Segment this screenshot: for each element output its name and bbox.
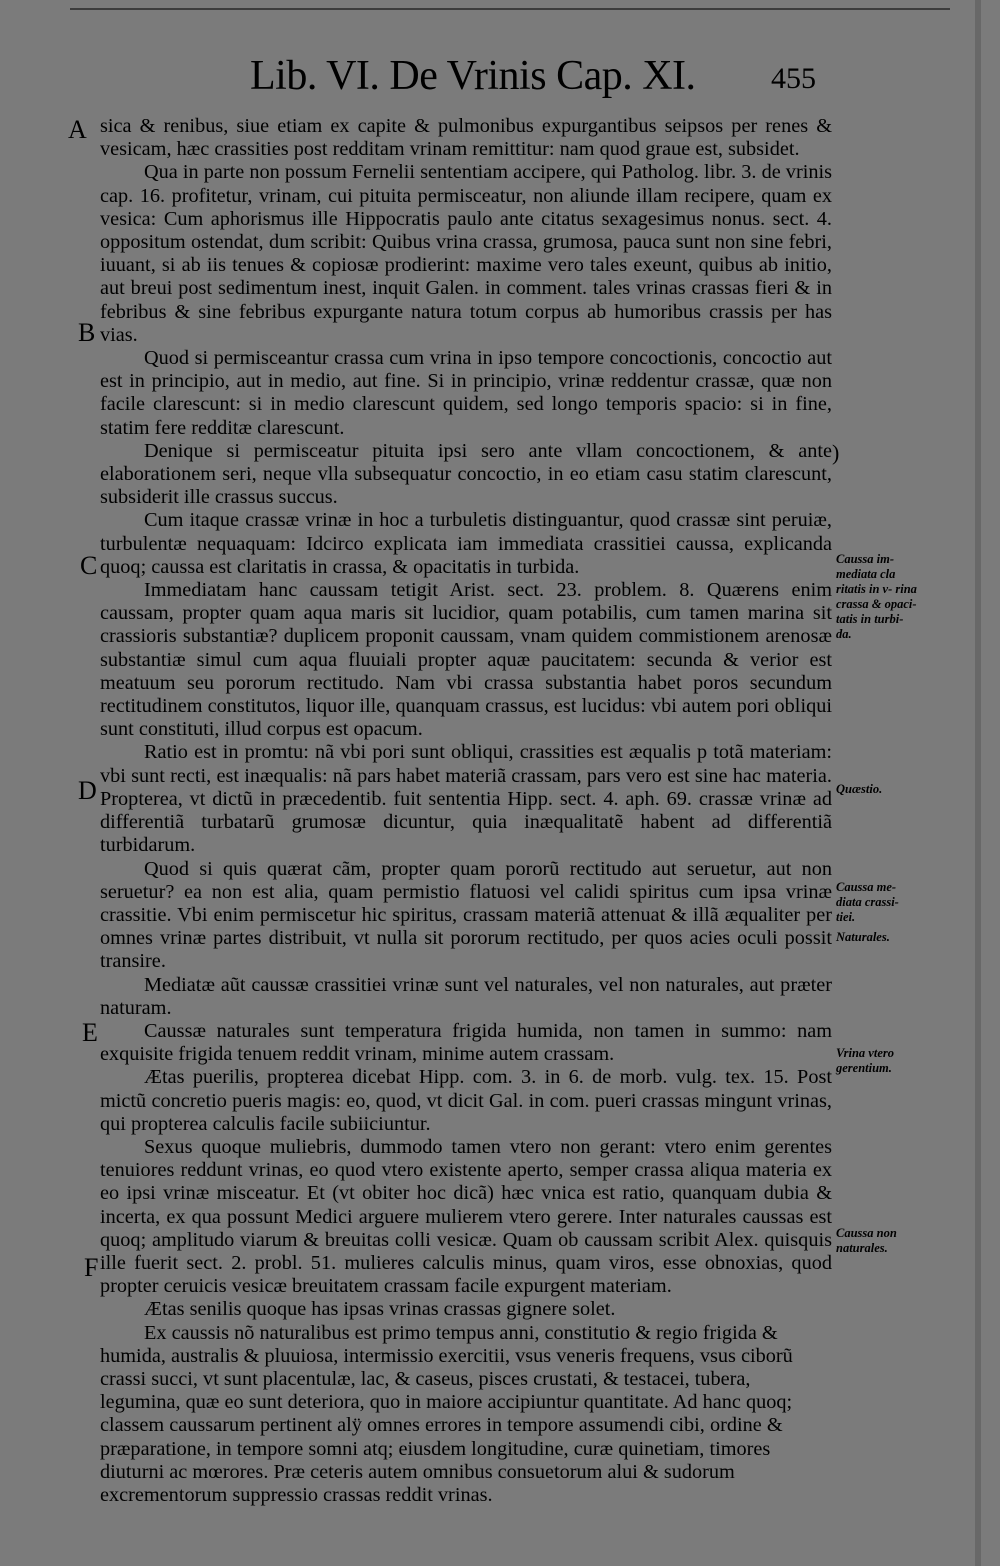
paragraph: Qua in parte non possum Fernelii sententiam accipere, qui Patholog. libr. 3. de vrinis cap. 16. profitetur, vrinam, cui pituita permisceatur, non aliunde illam recipere, quam ex vesica: Cum aphorismus ille Hippocratis paulo ante citatus sexagesimus nonus. sect. 4. oppositum ostendat, dum scribit: Quibus vrina crassa, grumosa, pauca sunt non sine febri, iuuant, si ab iis tenues & copiosæ prodierint: maxime vero tales exeunt, quibus ab initio, aut breui post sedimentum inest, inquit Galen. in comment. tales vrinas crassas fieri & in febribus & sine febribus expurgante natura totum corpus ab humoribus crassis per has vias. (100, 161, 832, 346)
paragraph: Sexus quoque muliebris, dummodo tamen vtero non gerant: vtero enim gerentes tenuiores reddunt vrinas, eo quod vtero existente aperto, semper crassa aliqua materia ex eo ipsi vrinæ misceatur. Et (vt obiter hoc dicã) hæc vnica est ratio, quanquam dubia & incerta, ex qua possunt Medici arguere mulierem vtero gerere. Inter naturales caussas est quoq; amplitudo viarum & breuitas colli vesicæ. Quam ob caussam scribit Alex. quisquis ille fuerit sect. 2. probl. 51. mulieres calculis minus, quam viros, esse obnoxias, quod propter ceruicis vesicæ breuitatem crassam facile expurgent materiam. (100, 1135, 832, 1298)
margin-letter-e: E (82, 1018, 98, 1047)
top-edge-rule (70, 8, 950, 16)
page-number: 455 (771, 62, 816, 95)
paragraph: Quod si quis quærat cãm, propter quam pororũ rectitudo aut seruetur, aut non seruetur? ea non est alia, quam permistio flatuosi vel calidi spiritus cum ipsa vrinæ crassitie. Vbi enim permiscetur hic spiritus, crassam materiã attenuat & illã æqualiter per omnes vrinæ partes distribuit, vt nulla sit pororum rectitudo, per quos acies oculi possit transire. (100, 857, 832, 973)
margin-letter-a: A (68, 115, 87, 144)
paragraph: Quod si permisceantur crassa cum vrina in ipso tempore concoctionis, concoctio aut est in principio, aut in medio, aut fine. Si in principio, vrinæ reddentur crassæ, quæ non facile clarescunt: si in medio clarescunt quidem, sed longo temporis spacio: si in fine, statim fere redditæ clarescunt. (100, 347, 832, 439)
running-header: Lib. VI. De Vrinis Cap. XI. (250, 53, 696, 99)
margin-note-question: Quæstio. (836, 782, 883, 796)
paragraph: Ætas puerilis, propterea dicebat Hipp. com. 3. in 6. de morb. vulg. tex. 15. Post mictũ concretio pueris magis: eo, quod, vt dicit Gal. in com. pueri crassas mingunt vrinas, qui propterea calculis facile subiiciuntur. (100, 1066, 832, 1135)
margin-note-naturales: Naturales. (836, 930, 890, 944)
paragraph: Caussæ naturales sunt temperatura frigida humida, non tamen in summo: nam exquisite frigida tenuem reddit vrinam, minime autem crassam. (100, 1019, 832, 1066)
margin-note-pregnant-urine: Vrina vtero gerentium. (836, 1046, 894, 1075)
margin-letter-b: B (78, 318, 96, 347)
margin-letter-f: F (84, 1253, 99, 1282)
margin-letter-d: D (78, 776, 97, 805)
paragraph: Ex caussis nõ naturalibus est primo tempus anni, constitutio & regio frigida & humida, australis & pluuiosa, intermissio exercitii, vsus veneris frequens, vsus ciborũ crassi succi, vt sunt placentulæ, lac, & caseus, pisces crustati, & testacei, tubera, legumina, quæ eo sunt deteriora, quo in maiore accipiuntur quantitate. Ad hanc quoq; classem caussarum pertinent alÿ omnes errores in tempore assumendi cibi, ordine & præparatione, in tempore somni atq; eiusdem longitudine, curæ quinetiam, timores diuturni ac mœrores. Præ ceteris autem omnibus consuetorum alui & sudorum excrementorum suppressio crassas reddit vrinas. (100, 1321, 793, 1506)
paragraph: Denique si permisceatur pituita ipsi sero ante vllam concoctionem, & ante elaborationem seri, neque vlla subsequatur concoctio, in eo etiam casu statim clarescunt, subsiderit ille crassus succus. (100, 439, 832, 509)
paragraph: Ætas senilis quoque has ipsas vrinas crassas gignere solet. (144, 1298, 616, 1321)
paragraph: sica & renibus, siue etiam ex capite & pulmonibus expurgantibus seipsos per renes & vesicam, hæc crassities post redditam vrinam remittitur: nam quod graue est, subsidet. (100, 115, 832, 161)
main-text-column (100, 115, 832, 1507)
margin-letter-c: C (80, 551, 98, 580)
paragraph: Immediatam hanc caussam tetigit Arist. sect. 23. problem. 8. Quærens enim caussam, propter quam aqua maris sit lucidior, quam potabilis, cum tamen marina sit crassioris substantiæ? duplicem proponit caussam, vnam quidem commistionem arenosæ substantiæ simul cum aqua fluuiali propter aquæ paucitatem: secunda & verior est meatuum seu pororum rectitudo. Nam vbi crassa substantia habet poros secundum rectitudinem constitutos, liquor ille, quanquam crassus, est lucidus: vbi autem pori obliqui sunt constituti, illud corpus est opacum. (100, 579, 832, 741)
margin-note-immediate-cause: Caussa im- mediata cla ritatis in v- rina crassa & opaci- tatis in turbi- da. (836, 552, 917, 641)
side-bracket-mark: ) (832, 440, 840, 465)
margin-note-non-natural-causes: Caussa non naturales. (836, 1226, 897, 1255)
paragraph: Mediatæ aũt caussæ crassitiei vrinæ sunt vel naturales, vel non naturales, aut præter naturam. (100, 973, 832, 1019)
page-edge (975, 0, 981, 1566)
paragraph: Cum itaque crassæ vrinæ in hoc a turbuletis distinguantur, quod crassæ sint peruiæ, turbulentæ nequaquam: Idcirco explicata iam immediata crassitiei caussa, explicanda quoq; caussa est claritatis in crassa, & opacitatis in turbida. (100, 509, 832, 578)
margin-note-mediate-cause: Caussa me- diata crassi- tiei. (836, 880, 899, 924)
paragraph: Ratio est in promtu: nã vbi pori sunt obliqui, crassities est æqualis p totã materiam: vbi sunt recti, est inæqualis: nã pars habet materiã crassam, pars vero est sine hac materia. Propterea, vt dictũ in præcedentib. fuit sententia Hipp. sect. 4. aph. 69. crassæ vrinæ ad differentiã turbatarũ grumosæ dicuntur, quia inæqualitatẽ habent ad differentiã turbidarum. (100, 741, 832, 857)
